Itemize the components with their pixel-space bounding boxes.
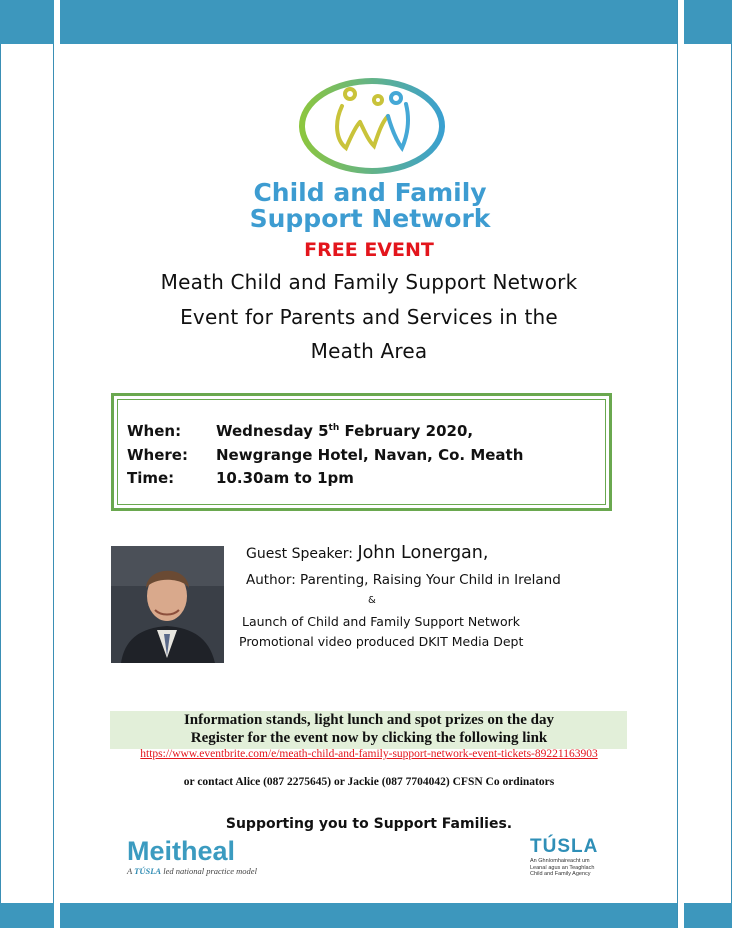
tusla-wordmark: TÚSLA xyxy=(530,836,599,857)
event-title-line-3: Meath Area xyxy=(310,339,428,363)
when-value-day: Wednesday 5 xyxy=(216,422,329,440)
logo-text-line2: Support Network xyxy=(249,204,491,233)
tagline: Supporting you to Support Families. xyxy=(225,816,513,832)
tusla-logo xyxy=(530,836,616,878)
meitheal-sub-b: led national practice model xyxy=(161,866,257,876)
promo-line: Promotional video produced DKIT Media Dept xyxy=(239,634,524,649)
guest-speaker-name: John Lonergan, xyxy=(357,543,489,563)
top-bar-left xyxy=(0,0,54,44)
meitheal-wordmark: Meitheal xyxy=(127,836,236,866)
time-label: Time: xyxy=(127,469,175,487)
where-label: Where: xyxy=(127,446,188,464)
when-value xyxy=(216,422,473,440)
guest-speaker-prefix: Guest Speaker: xyxy=(246,546,358,562)
info-line-1: Information stands, light lunch and spot prizes on the day xyxy=(183,712,555,728)
event-title-line-1: Meath Child and Family Support Network xyxy=(160,270,578,294)
contact-line: or contact Alice (087 2275645) or Jackie (087 7704042) CFSN Co ordinators xyxy=(183,776,555,788)
tusla-sub-1: An Ghníomhaireacht um xyxy=(530,858,590,864)
bottom-bar-left xyxy=(0,903,54,928)
guest-speaker-line xyxy=(246,543,488,563)
cfsn-logo xyxy=(238,78,502,238)
speaker-photo xyxy=(111,546,224,663)
registration-link[interactable]: https://www.eventbrite.com/e/meath-child-and-family-support-network-event-tickets-89221163903 xyxy=(140,748,598,760)
top-bar-right xyxy=(684,0,732,44)
info-line-2: Register for the event now by clicking the following link xyxy=(190,730,548,746)
meitheal-sub-tusla: TÚSLA xyxy=(134,866,162,876)
tusla-sub-2: Leanaí agus an Teaghlach xyxy=(530,864,595,871)
top-bar-center xyxy=(60,0,677,44)
frame-line-right-inner xyxy=(677,0,678,928)
meitheal-subtitle xyxy=(127,866,257,876)
time-value: 10.30am to 1pm xyxy=(216,469,354,487)
tusla-sub-3: Child and Family Agency xyxy=(530,871,591,877)
event-title-line-2: Event for Parents and Services in the xyxy=(180,305,558,329)
bottom-bar-center xyxy=(60,903,677,928)
meitheal-sub-a: A xyxy=(127,866,135,876)
frame-line-left-inner xyxy=(53,0,54,928)
logo-text-line1: Child and Family xyxy=(253,178,487,207)
meitheal-logo xyxy=(127,836,257,876)
author-line: Author: Parenting, Raising Your Child in Ireland xyxy=(246,572,561,588)
frame-line-left-outer xyxy=(0,0,1,928)
frame-line-right-outer xyxy=(731,0,732,928)
ampersand: & xyxy=(368,595,376,606)
where-value: Newgrange Hotel, Navan, Co. Meath xyxy=(216,446,524,464)
free-event-heading: FREE EVENT xyxy=(304,239,434,261)
when-value-suffix: th xyxy=(328,423,340,433)
when-value-month: February 2020, xyxy=(339,422,474,440)
bottom-bar-right xyxy=(684,903,732,928)
launch-line: Launch of Child and Family Support Network xyxy=(242,614,521,629)
when-label: When: xyxy=(127,422,182,440)
